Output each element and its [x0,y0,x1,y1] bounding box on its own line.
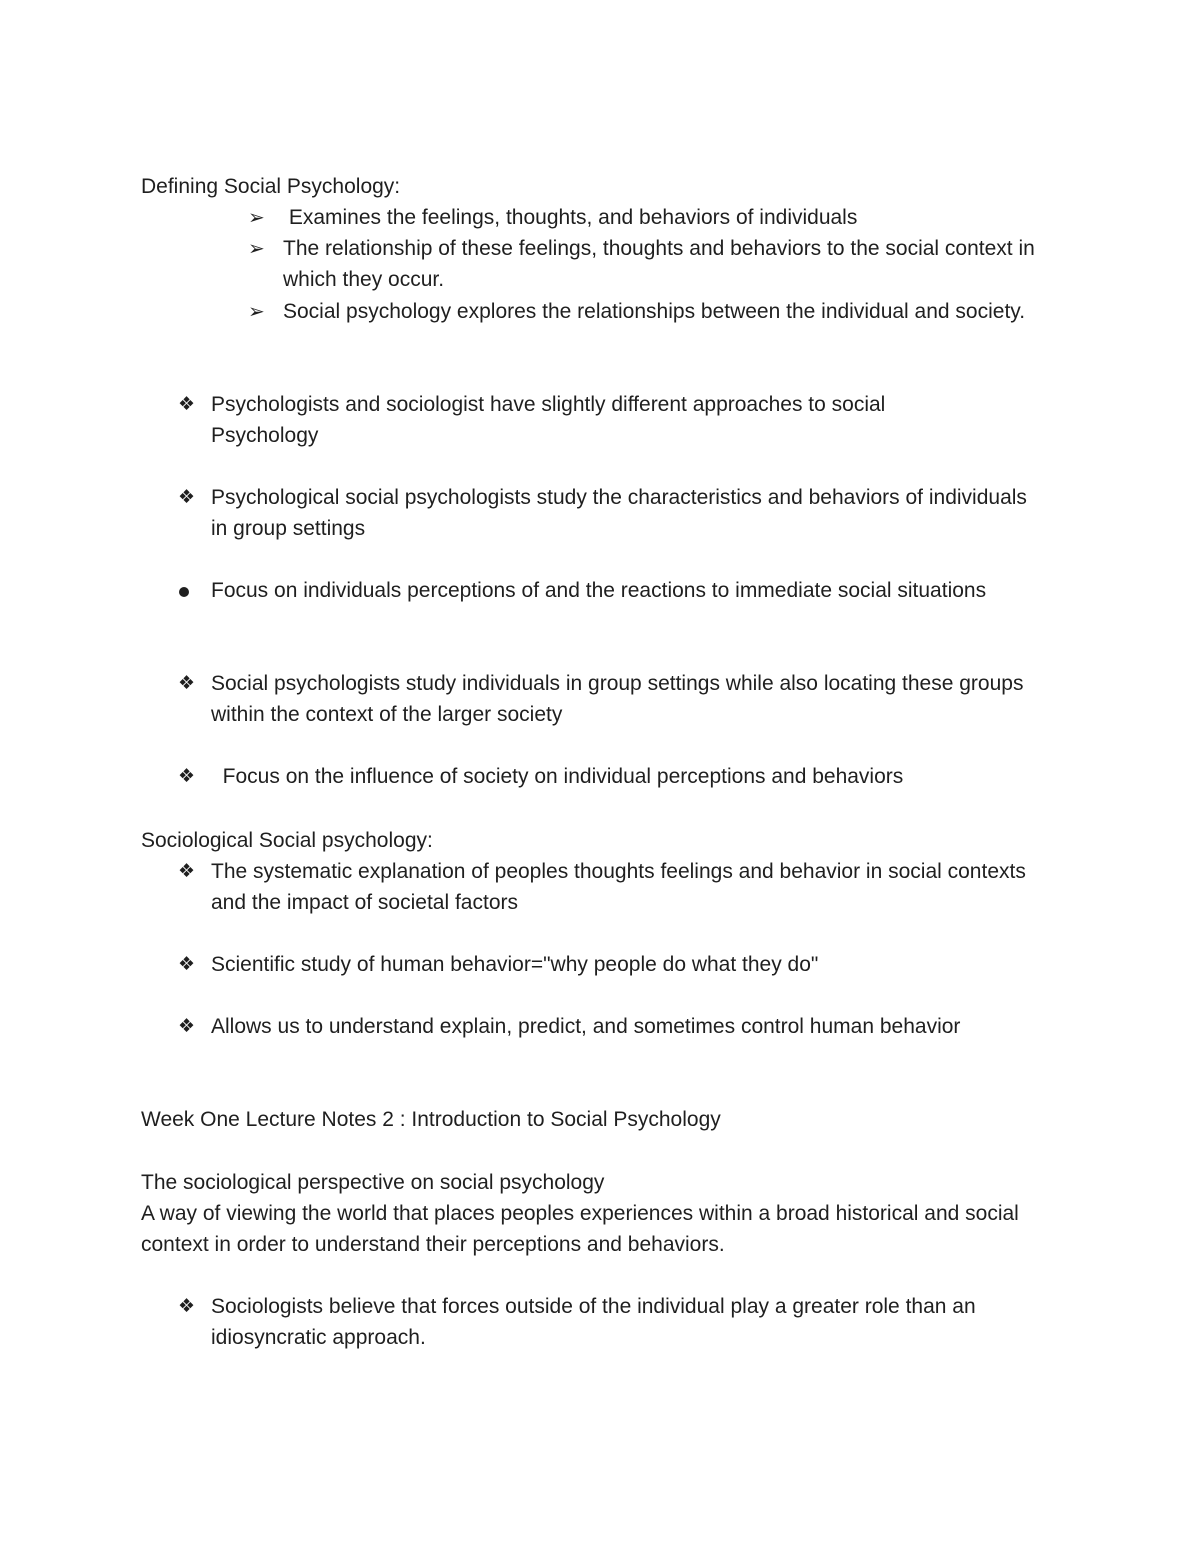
list-item: Psychologists and sociologist have slightly different approaches to social Psychology [211,393,886,447]
arrow-bullet-icon: ➢ [248,205,265,229]
round-bullet-icon [179,587,189,597]
arrow-bullet-icon: ➢ [248,299,265,323]
section-heading-defining: Defining Social Psychology: [141,175,401,198]
section-heading-sociological: Sociological Social psychology: [141,829,433,852]
diamond-bullet-icon: ❖ [178,765,196,787]
list-item: Psychological social psychologists study the characteristics and behaviors of individuals in group settings [211,486,1027,540]
diamond-bullet-icon: ❖ [178,1295,196,1317]
diamond-bullet-icon: ❖ [178,393,196,415]
list-item: Focus on individuals perceptions of and the reactions to immediate social situations [211,579,987,602]
diamond-bullet-icon: ❖ [178,486,196,508]
list-item: Focus on the influence of society on individual perceptions and behaviors [211,765,904,788]
arrow-item: The relationship of these feelings, thoughts and behaviors to the social context in which they occur. [283,237,1035,291]
list-item: Sociologists believe that forces outside of the individual play a greater role than an idiosyncratic approach. [211,1295,976,1349]
diamond-bullet-icon: ❖ [178,953,196,975]
subheading-sociological-perspective: The sociological perspective on social psychology [141,1171,605,1194]
diamond-bullet-icon: ❖ [178,1015,196,1037]
paragraph-definition: A way of viewing the world that places peoples experiences within a broad historical and social context in order to understand their perceptions and behaviors. [141,1202,1019,1256]
diamond-bullet-icon: ❖ [178,860,196,882]
list-item: Social psychologists study individuals in group settings while also locating these groups within the context of the larger society [211,672,1024,726]
section-heading-week-one: Week One Lecture Notes 2 : Introduction to Social Psychology [141,1108,721,1131]
arrow-bullet-icon: ➢ [248,236,265,260]
list-item: Scientific study of human behavior="why people do what they do" [211,953,819,976]
diamond-bullet-icon: ❖ [178,672,196,694]
arrow-item: Examines the feelings, thoughts, and behaviors of individuals [283,206,858,229]
list-item: The systematic explanation of peoples thoughts feelings and behavior in social contexts and the impact of societal factors [211,860,1026,914]
arrow-item: Social psychology explores the relationships between the individual and society. [283,300,1026,323]
list-item: Allows us to understand explain, predict, and sometimes control human behavior [211,1015,961,1038]
